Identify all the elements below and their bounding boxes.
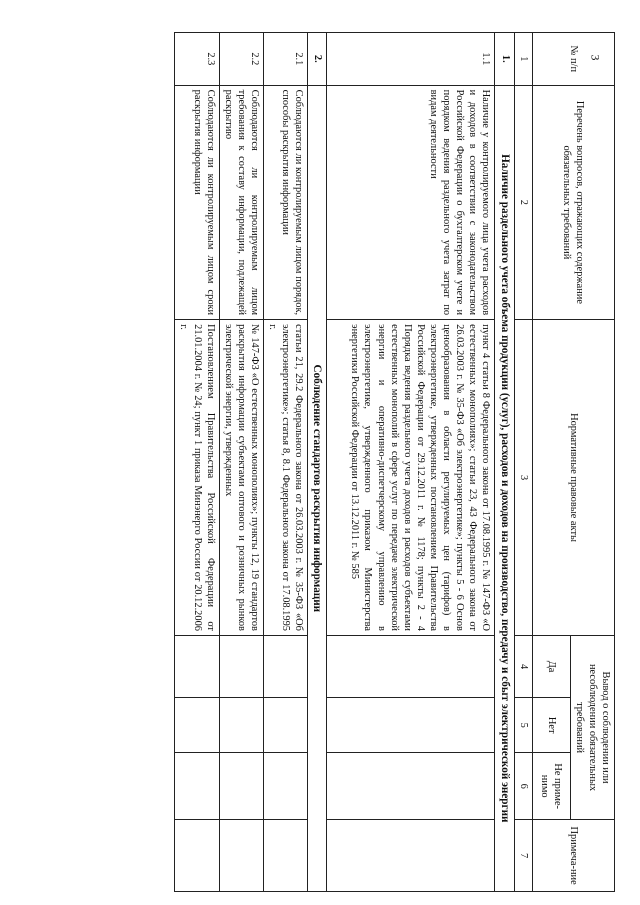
cell-notes — [175, 820, 219, 892]
requirements-table — [174, 32, 615, 892]
header-conclusion: Вывод о соблюдении или несоблюдении обязательных требований — [570, 635, 614, 819]
cell-no — [219, 698, 263, 753]
cell-yes — [264, 635, 308, 697]
row-number: 2.2 — [219, 33, 263, 86]
page-number: 3 — [588, 54, 603, 61]
column-number: 7 — [514, 820, 532, 892]
cell-notes — [219, 820, 263, 892]
row-question: Наличие у контролируемого лица учета расходов и доходов в соответствии с законодательством Российской Федерации о бухгалтерском учете и порядком ведения раздельного учета затрат по видам деятельности — [327, 85, 495, 319]
column-number: 2 — [514, 85, 532, 319]
section-title: Наличие раздельного учета объема продукции (услуг), расходов и доходов на производство, передачу и сбыт электрической энергии — [495, 85, 514, 891]
header-notes: Примеча-ние — [532, 820, 614, 892]
column-number: 4 — [514, 635, 532, 697]
cell-na — [327, 753, 495, 820]
column-number: 1 — [514, 33, 532, 86]
column-number: 5 — [514, 698, 532, 753]
header-yes: Да — [532, 635, 570, 697]
row-number: 2.1 — [264, 33, 308, 86]
header-acts: Нормативные правовые акты — [532, 320, 614, 636]
row-acts: Постановлением Правительства Российской Федерации от 21.01.2004 г. № 24; пункт 1 приказа Минэнерго России от 20.12.2006 г. — [175, 320, 219, 636]
row-question: Соблюдаются ли контролируемым лицом требования к составу информации, подлежащей раскрытию — [219, 85, 263, 319]
section-title: Соблюдение стандартов раскрытия информации — [308, 85, 327, 891]
header-no: Нет — [532, 698, 570, 753]
cell-yes — [175, 635, 219, 697]
cell-na — [264, 753, 308, 820]
row-acts: статьи 21, 29.2 Федерального закона от 26.03.2003 г. № 35-ФЗ «Об электроэнергетике»; статья 8, 8.1 Федерального закона от 17.08.1995 г. — [264, 320, 308, 636]
column-number: 6 — [514, 753, 532, 820]
cell-yes — [219, 635, 263, 697]
cell-na — [219, 753, 263, 820]
cell-yes — [327, 635, 495, 697]
header-na: Не приме-нимо — [532, 753, 570, 820]
rotated-page-content — [175, 32, 615, 892]
cell-no — [327, 698, 495, 753]
column-number: 3 — [514, 320, 532, 636]
row-number: 2.3 — [175, 33, 219, 86]
header-num: № п/п — [532, 33, 614, 86]
cell-notes — [327, 820, 495, 892]
row-number: 1.1 — [327, 33, 495, 86]
row-acts: № 147-ФЗ «О естественных монополиях»; пункты 12, 19 стандартов раскрытия информации субъектами оптового и розничных рынков электрической энергии, утвержденных — [219, 320, 263, 636]
cell-no — [175, 698, 219, 753]
header-questions: Перечень вопросов, отражающих содержание обязательных требований — [532, 85, 614, 319]
row-question: Соблюдаются ли контролируемым лицом порядок, способы раскрытия информации — [264, 85, 308, 319]
cell-no — [264, 698, 308, 753]
section-number: 1. — [495, 33, 514, 86]
cell-notes — [264, 820, 308, 892]
cell-na — [175, 753, 219, 820]
section-number: 2. — [308, 33, 327, 86]
row-acts: пункт 4 статьи 8 Федерального закона от 17.08.1995 г. № 147-ФЗ «О естественных монополиях»; статьи 23, 43 Федерального закона от 26.03.2003 г. № 35-ФЗ «Об электроэнергетике»; пункты 5 - 6 Основ ценообразования в области регулируемых цен (тарифов) в электроэнергетике, утвержденных постановлением Правительства Российской Федерации от 29.12.2011 г. № 1178; пункты 2 - 4 Порядка ведения раздельного учета доходов и расходов субъектами естественных монополий в сфере услуг по передаче электрической энергии и оперативно-диспетчерскому управлению в электроэнергетике, утвержденного приказом Министерства энергетики Российской Федерации от 13.12.2011 г. № 585 — [327, 320, 495, 636]
row-question: Соблюдаются ли контролируемым лицом сроки раскрытия информации — [175, 85, 219, 319]
